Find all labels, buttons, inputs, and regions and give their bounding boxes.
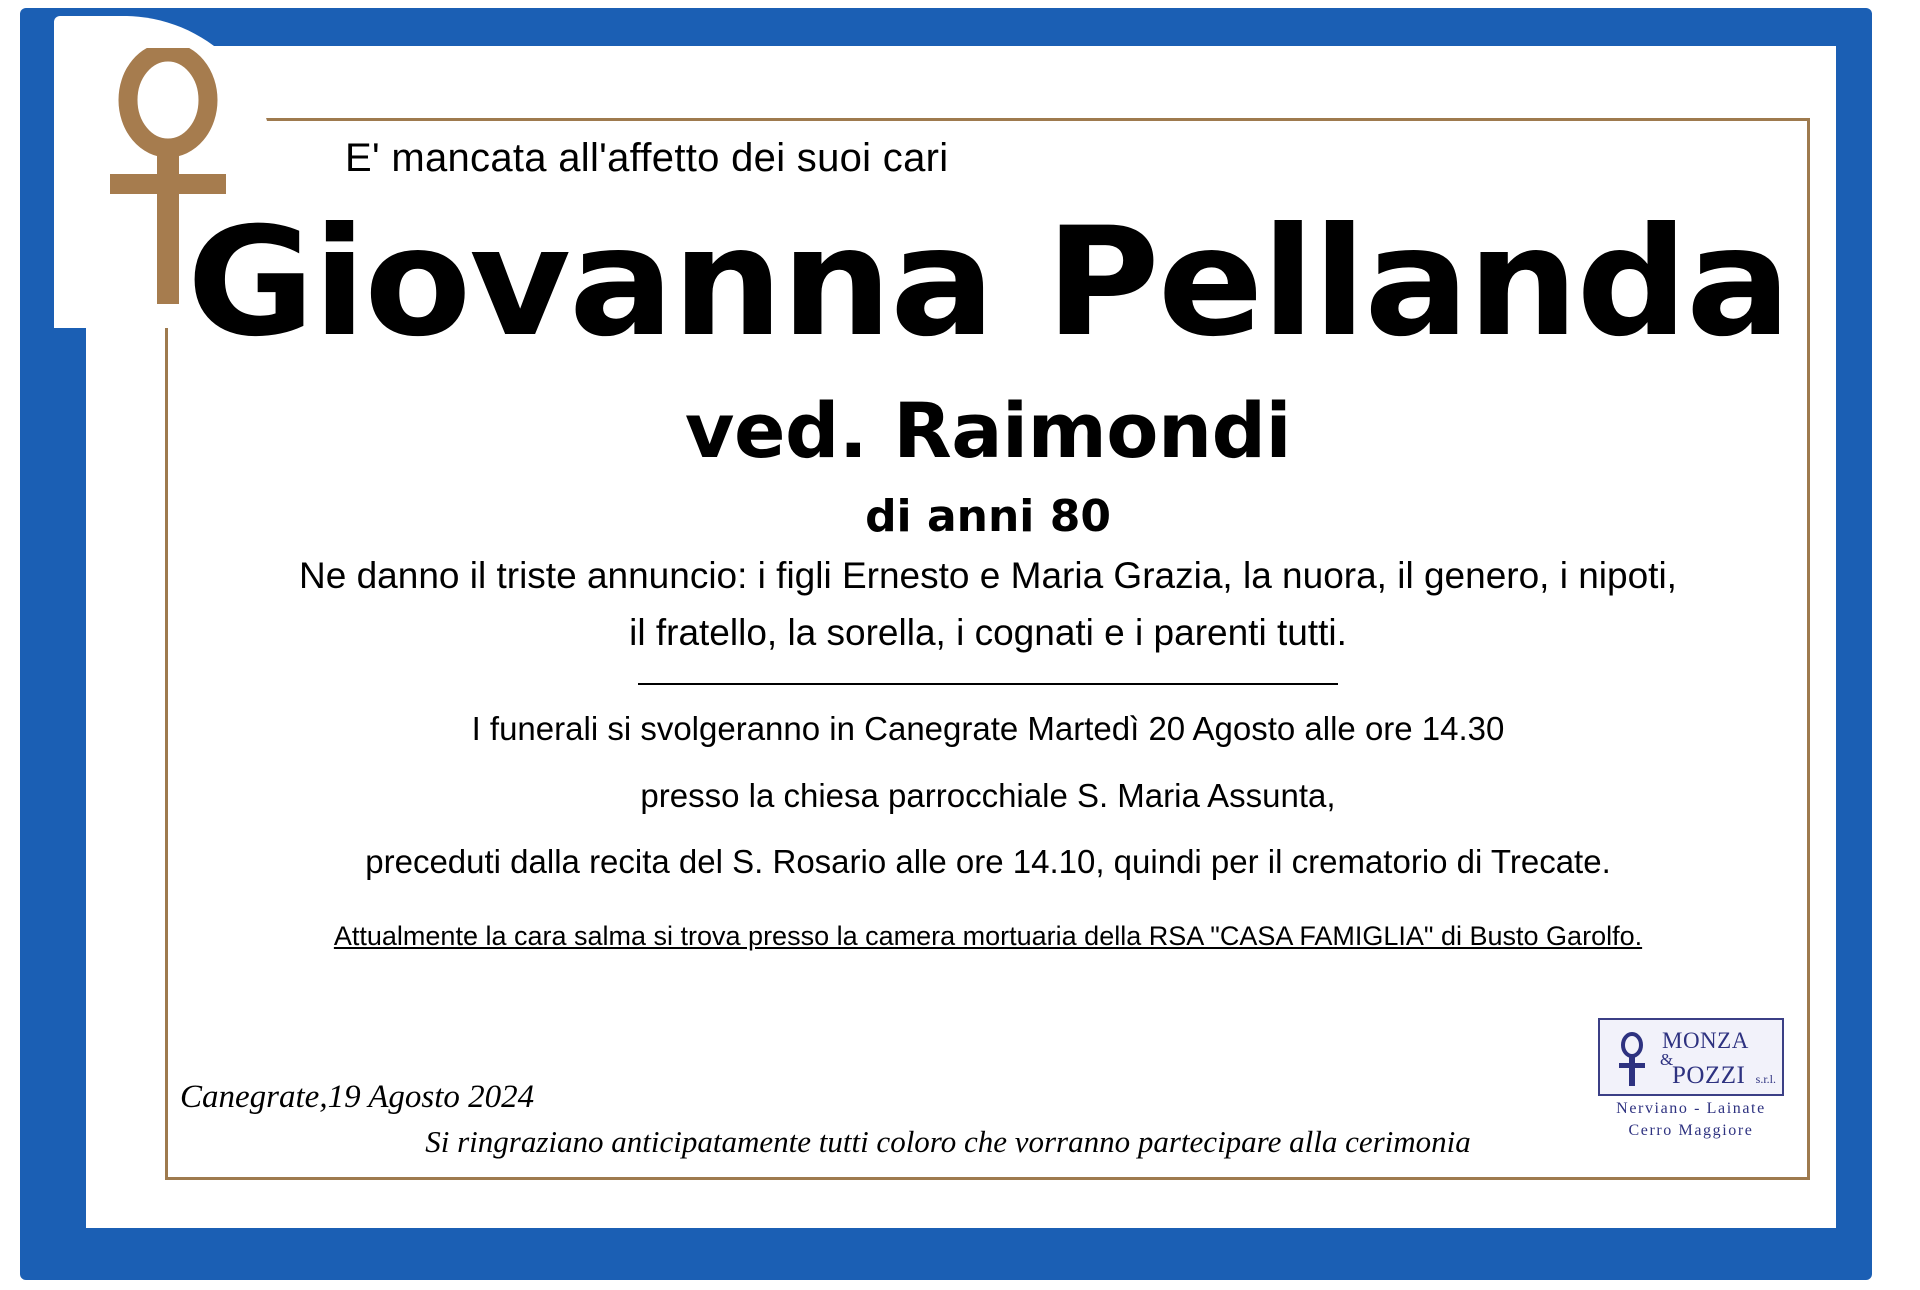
logo-box xyxy=(1598,1018,1784,1096)
announcement-line-1: Ne danno il triste annuncio: i figli Ernesto e Maria Grazia, la nuora, il genero, i nipoti, xyxy=(299,555,1677,596)
ankh-icon xyxy=(98,48,238,308)
logo-name-bottom: POZZI xyxy=(1672,1062,1746,1089)
logo-locations-line-2: Cerro Maggiore xyxy=(1628,1122,1754,1139)
deceased-name: Giovanna Pellanda xyxy=(186,196,1790,370)
funeral-line-3: preceduti dalla recita del S. Rosario alle ore 14.10, quindi per il crematorio di Trecate. xyxy=(365,843,1611,881)
logo-suffix: s.r.l. xyxy=(1755,1072,1776,1086)
death-notice-poster xyxy=(20,8,1872,1280)
deceased-age: di anni 80 xyxy=(865,491,1111,542)
funeral-home-logo xyxy=(1586,1018,1796,1148)
divider xyxy=(638,683,1338,685)
notice-footer xyxy=(170,1079,1806,1160)
funeral-line-2: presso la chiesa parrocchiale S. Maria Assunta, xyxy=(640,776,1336,814)
logo-name-top: MONZA xyxy=(1662,1028,1749,1053)
logo-locations-line-1: Nerviano - Lainate xyxy=(1616,1100,1766,1117)
logo-ampersand: & xyxy=(1660,1050,1674,1069)
body-location-text: Attualmente la cara salma si trova presso la camera mortuaria della RSA "CASA FAMIGLIA" di Busto Garolfo. xyxy=(333,921,1643,952)
place-and-date: Canegrate,19 Agosto 2024 xyxy=(180,1079,535,1115)
announcement-line-2: il fratello, la sorella, i cognati e i parenti tutti. xyxy=(629,612,1347,654)
thanks-text: Si ringraziano anticipatamente tutti coloro che vorranno partecipare alla cerimonia xyxy=(425,1124,1471,1159)
logo-ankh-icon xyxy=(1614,1032,1650,1093)
funeral-line-1: I funerali si svolgeranno in Canegrate Martedì 20 Agosto alle ore 14.30 xyxy=(471,709,1505,747)
notice-content xyxy=(170,126,1806,1176)
deceased-widow-name: ved. Raimondi xyxy=(684,386,1292,475)
preamble-text: E' mancata all'affetto dei suoi cari xyxy=(345,136,949,180)
